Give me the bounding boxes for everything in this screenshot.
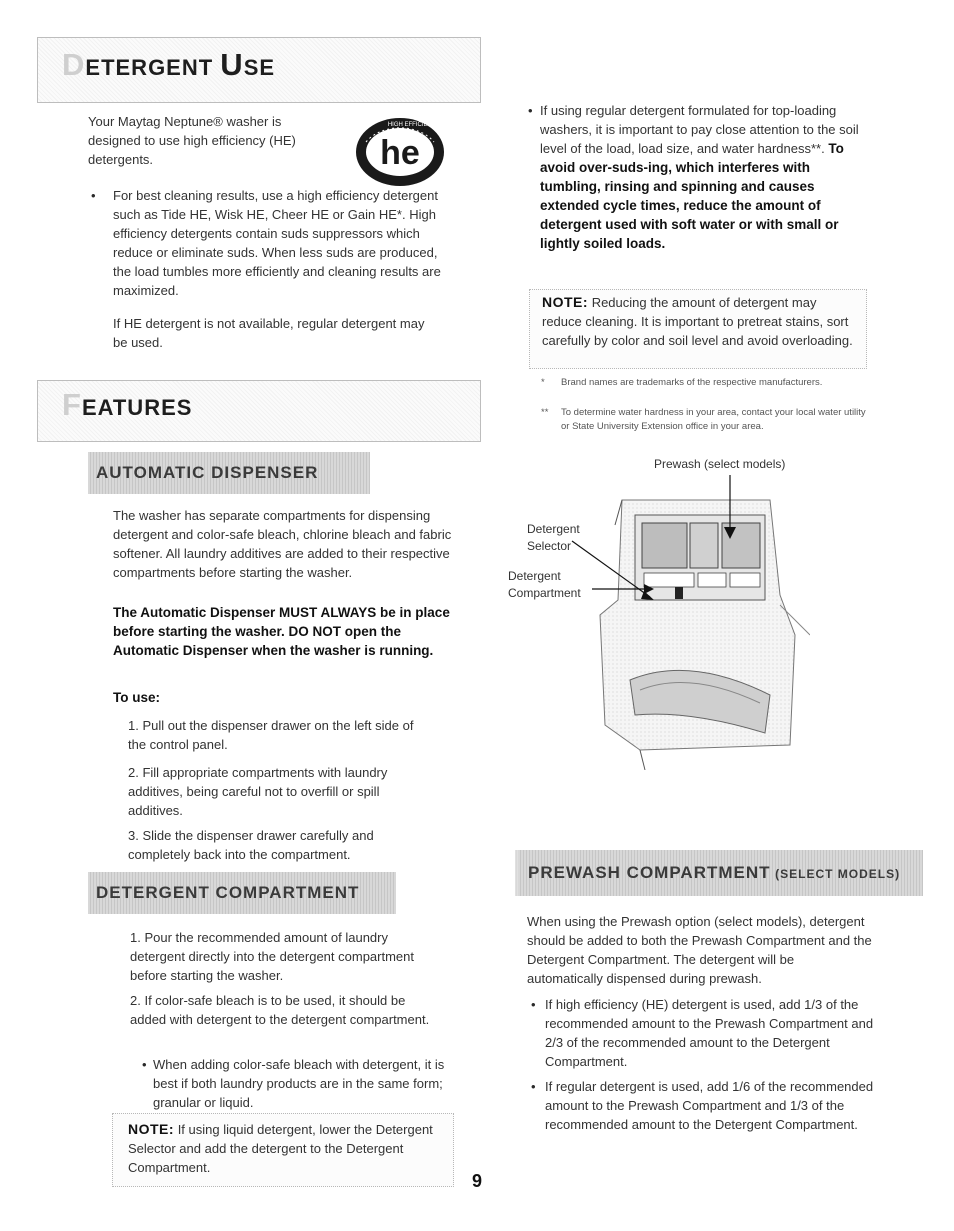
compartment-step-1: 1. Pour the recommended amount of laundry detergent directly into the detergent compartment before starting the washer. <box>130 930 414 983</box>
automatic-dispenser-heading: AUTOMATIC DISPENSER <box>88 452 370 494</box>
footnote-2-mark: ** <box>541 407 549 418</box>
regular-detergent-bullet: If using regular detergent formulated for top-loading washers, it is important to pay close attention to the soil level of the load, load size, and water hardness**. To avoid over-suds-ing, which interferes with tumbling, rinsing and spinning and causes extended cycle times, reduce the amount of detergent used with soft water or with small or lightly soiled loads. <box>540 103 859 251</box>
svg-text:he: he <box>380 134 420 172</box>
prewash-intro: When using the Prewash option (select models), detergent should be added to both the Prewash Compartment and the Detergent Compartment. The detergent will be automatically dispensed during prewash. <box>527 914 872 986</box>
bullet-dot: • <box>531 997 536 1012</box>
dispenser-step-1: 1. Pull out the dispenser drawer on the left side of the control panel. <box>128 718 414 752</box>
footnote-1-mark: * <box>541 377 545 388</box>
dispenser-step-2: 2. Fill appropriate compartments with laundry additives, being careful not to overfill or spill additives. <box>128 765 388 818</box>
features-title: FEATURES <box>62 387 193 422</box>
prewash-regular-bullet: If regular detergent is used, add 1/6 of the recommended amount to the Prewash Compartment and 1/3 of the recommended amount to the Detergent Compartment. <box>545 1079 874 1132</box>
detergent-use-intro: Your Maytag Neptune® washer is designed to use high efficiency (HE) detergents. <box>88 114 296 167</box>
callout-leaders <box>570 537 680 617</box>
color-safe-bleach-bullet: When adding color-safe bleach with detergent, it is best if both laundry products are in the same form; granular or liquid. <box>153 1057 445 1110</box>
detergent-compartment-heading: DETERGENT COMPARTMENT <box>88 872 396 914</box>
liquid-detergent-note-text: NOTE: If using liquid detergent, lower the Detergent Selector and add the detergent to the Detergent Compartment. <box>128 1121 433 1175</box>
prewash-he-bullet: If high efficiency (HE) detergent is used, add 1/3 of the recommended amount to the Prewash Compartment and 2/3 of the recommended amount to the Detergent Compartment. <box>545 997 874 1069</box>
bullet-dot: • <box>528 103 533 118</box>
reduce-detergent-note-text: NOTE: Reducing the amount of detergent may reduce cleaning. It is important to pretreat stains, sort carefully by color and soil level and avoid overloading. <box>542 294 853 348</box>
he-logo-icon <box>352 112 448 190</box>
detergent-use-title: DETERGENT USE <box>62 47 276 82</box>
bullet-dot: • <box>142 1057 147 1072</box>
page-number: 9 <box>472 1171 483 1191</box>
detergent-compartment-label: Detergent Compartment <box>508 569 581 600</box>
bullet-dot: • <box>91 188 96 203</box>
automatic-dispenser-intro: The washer has separate compartments for dispensing detergent and color-safe bleach, chlorine bleach and fabric softener. All laundry additives are added to their respective compartments before starting the washer. <box>113 508 452 580</box>
to-use-label: To use: <box>113 690 160 705</box>
dispenser-step-3: 3. Slide the dispenser drawer carefully and completely back into the compartment. <box>128 828 374 862</box>
he-detergent-bullet: For best cleaning results, use a high efficiency detergent such as Tide HE, Wisk HE, Cheer HE or Gain HE*. High efficiency detergents contain suds suppressors which reduce or eliminate suds. When less suds are produced, the load tumbles more efficiently and cleaning results are maximized. <box>113 188 441 298</box>
footnote-2: To determine water hardness in your area, contact your local water utility or State University Extension office in your area. <box>561 407 866 432</box>
svg-text:HIGH EFFICIENCY: HIGH EFFICIENCY <box>387 122 441 128</box>
dispenser-drawer-icon <box>580 475 810 770</box>
prewash-compartment-heading: PREWASH COMPARTMENT (SELECT MODELS) <box>515 850 923 896</box>
automatic-dispenser-warning: The Automatic Dispenser MUST ALWAYS be in place before starting the washer. DO NOT open the Automatic Dispenser when the washer is running. <box>113 605 450 658</box>
detergent-selector-label: Detergent Selector <box>527 522 580 553</box>
prewash-label: Prewash (select models) <box>654 457 786 471</box>
over-sudsing-warning: To avoid over-suds-ing, which interferes with tumbling, rinsing and spinning and causes extended cycle times, reduce the amount of detergent used with soft water or with small or lightly soiled loads. <box>540 141 844 251</box>
footnote-1: Brand names are trademarks of the respective manufacturers. <box>561 377 823 388</box>
regular-detergent-para: If HE detergent is not available, regular detergent may be used. <box>113 316 425 350</box>
he-logo <box>352 112 448 190</box>
bullet-dot: • <box>531 1079 536 1094</box>
compartment-step-2: 2. If color-safe bleach is to be used, it should be added with detergent to the detergent compartment. <box>130 993 430 1027</box>
dispenser-illustration <box>580 475 810 770</box>
